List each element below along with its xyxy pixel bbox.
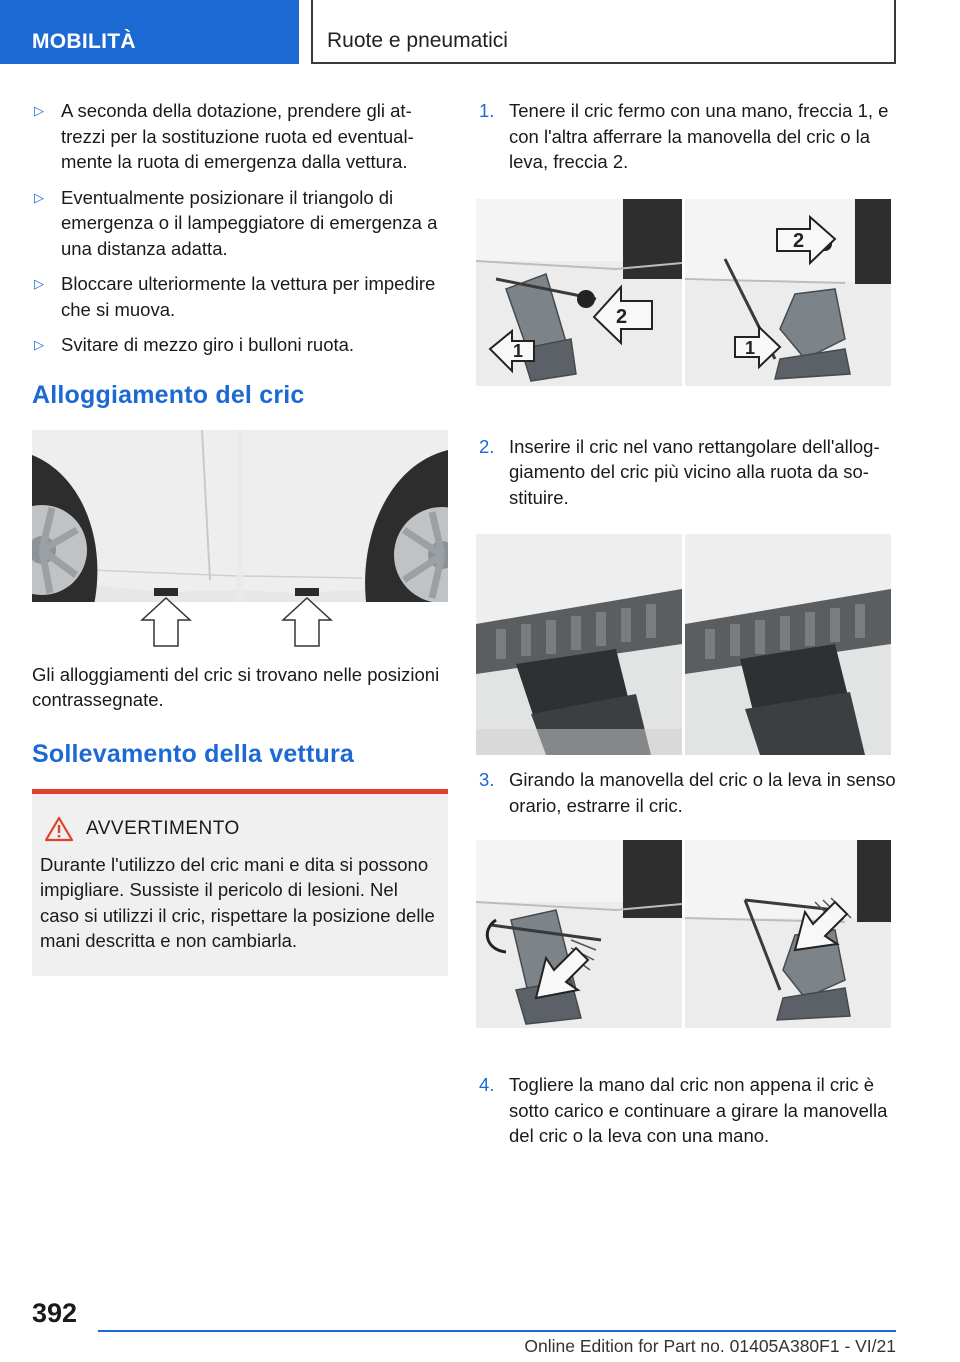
jack-points-heading: Alloggiamento del cric [32,380,305,409]
step-text: Tenere il cric fermo con una mano, freccia 1, e con l'altra afferrare la manovella del cric o la leva, freccia 2. [509,100,889,172]
step-3 [476,767,896,818]
warning-text: Durante l'utilizzo del cric mani e dita si possono impigliare. Sussiste il pericolo di lesioni. Nel caso si utilizzi il cric, rispettare la posizione delle mani descritta e non cambiarla. [40,853,435,951]
jack-extend-figure-right [685,840,891,1028]
jack-extend-illustration-left [476,840,682,1028]
jack-points-figure [32,430,448,648]
page-number: 392 [32,1298,78,1328]
footer-divider [98,1330,896,1332]
jack-extend-figure-left [476,840,682,1028]
jack-hold-figure-right [685,199,891,386]
step-2-figures [476,534,891,755]
arrow-2-label: 2 [793,229,805,252]
prep-bullet-list [32,98,448,358]
arrow-1-label: 1 [745,337,756,358]
bullet-item: ▷ Eventualmente posizionare il triangolo di emergenza o il lampeggiatore di emergenza a una distanza adatta. [34,186,438,259]
step-text: Girando la manovella del cric o la leva in senso orario, estrarre il cric. [509,769,896,816]
jack-insert-illustration-left [476,534,682,755]
step-1-figures [476,199,891,386]
jack-hold-figure-left [476,199,682,386]
triangle-bullet-icon: ▷ [34,103,44,118]
step-number: 3. [479,769,495,790]
jack-insert-figure-left [476,534,682,755]
section-tab: MOBILITÀ [0,0,299,64]
step-text: Togliere la mano dal cric non appena il cric è sotto carico e continuare a girare la manovella del cric o la leva con una mano. [509,1074,888,1146]
chapter-title: Ruote e pneumatici [311,0,896,64]
bullet-item: ▷ A seconda della dotazione, prendere gli attrezzi per la sostituzione ruota ed eventualmente la ruota di emergenza dalla vettura. [34,100,414,172]
jack-hold-illustration-left [476,199,682,386]
jack-insert-illustration-right [685,534,891,755]
step-text: Inserire il cric nel vano rettangolare dell'alloggiamento del cric più vicino alla ruota da sostituire. [509,435,880,508]
arrow-2-label: 2 [616,305,628,328]
triangle-bullet-icon: ▷ [34,337,44,352]
left-column [32,98,448,976]
bullet-item: ▷ Svitare di mezzo giro i bulloni ruota. [32,332,448,358]
jack-points-illustration [32,430,448,648]
warning-title: AVVERTIMENTO [86,817,240,839]
step-3-figures [476,840,891,1028]
step-number: 4. [479,1074,495,1095]
warning-header [44,816,438,842]
jack-insert-figure-right [685,534,891,755]
step-1 [476,98,896,175]
arrow-1-label: 1 [513,340,524,361]
warning-triangle-icon [44,816,74,842]
warning-box [32,789,448,976]
jack-points-caption: Gli alloggiamenti del cric si trovano nelle posizioni contrassegnate. [32,663,440,710]
triangle-bullet-icon: ▷ [34,189,44,205]
right-column [476,98,896,1149]
lifting-heading: Sollevamento della vettura [32,739,354,768]
jack-hold-illustration-right [685,199,891,386]
step-number: 2. [479,435,495,457]
step-number: 1. [479,100,495,121]
triangle-bullet-icon: ▷ [34,276,44,291]
jack-extend-illustration-right [685,840,891,1028]
step-4 [476,1072,896,1149]
bullet-item: ▷ Bloccare ulteriormente la vettura per impedire che si muova. [34,273,436,320]
footer-edition: Online Edition for Part no. 01405A380F1 - VI/21 [524,1336,896,1356]
step-2 [476,434,896,511]
